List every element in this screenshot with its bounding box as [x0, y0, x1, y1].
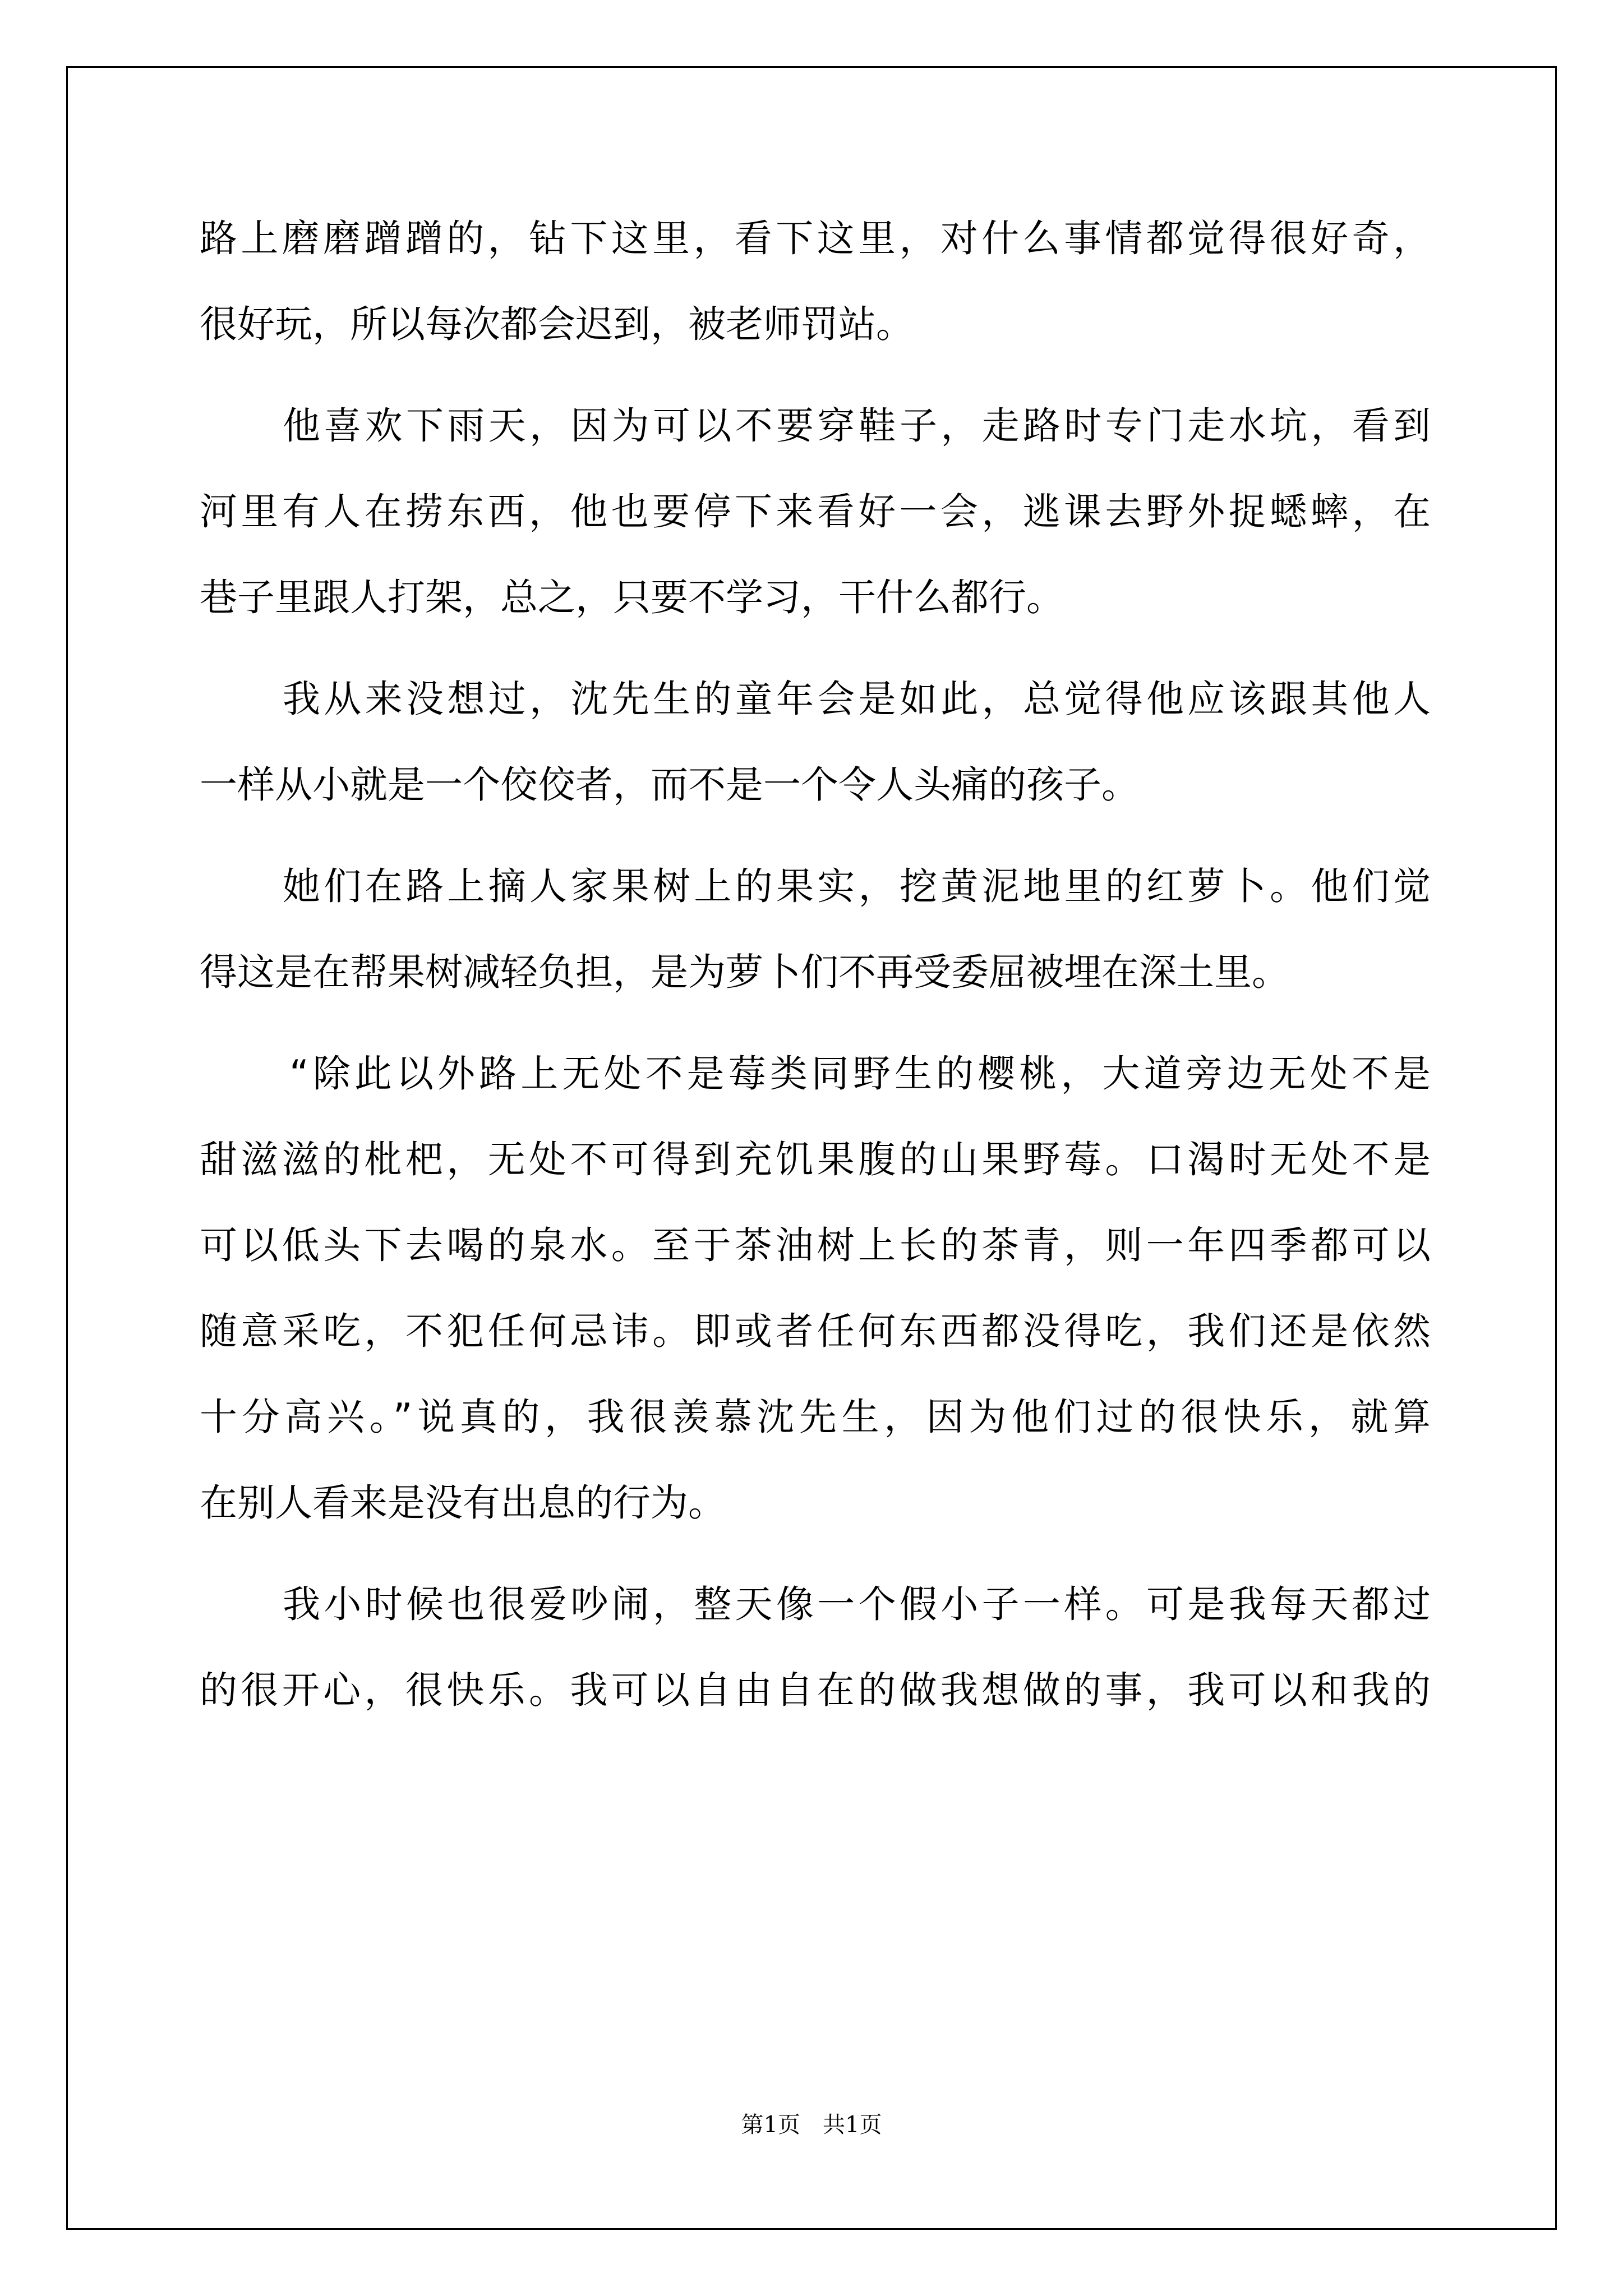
text-line: 她们在路上摘人家果树上的果实，挖黄泥地里的红萝卜。他们觉 — [283, 864, 1431, 908]
text-line: 我小时候也很爱吵闹，整天像一个假小子一样。可是我每天都过 — [283, 1582, 1431, 1626]
text-line: 路上磨磨蹭蹭的，钻下这里，看下这里，对什么事情都觉得很好奇， — [200, 217, 1431, 260]
text-line: “除此以外路上无处不是莓类同野生的樱桃，大道旁边无处不是 — [289, 1052, 1431, 1096]
text-line: 的很开心，很快乐。我可以自由自在的做我想做的事，我可以和我的 — [200, 1668, 1431, 1712]
page-number: 第1页 — [741, 2112, 800, 2138]
text-line: 我从来没想过，沈先生的童年会是如此，总觉得他应该跟其他人 — [283, 677, 1431, 721]
text-line: 一样从小就是一个佼佼者，而不是一个令人头痛的孩子。 — [200, 763, 1139, 807]
text-line: 得这是在帮果树减轻负担，是为萝卜们不再受委屈被埋在深土里。 — [200, 950, 1289, 994]
page-total: 共1页 — [823, 2112, 882, 2138]
page-footer — [0, 2108, 1623, 2142]
text-line: 他喜欢下雨天，因为可以不要穿鞋子，走路时专门走水坑，看到 — [283, 404, 1431, 448]
text-line: 在别人看来是没有出息的行为。 — [200, 1481, 726, 1525]
text-line: 可以低头下去喝的泉水。至于茶油树上长的茶青，则一年四季都可以 — [200, 1223, 1431, 1267]
text-line: 巷子里跟人打架，总之，只要不学习，干什么都行。 — [200, 576, 1064, 619]
text-line: 河里有人在捞东西，他也要停下来看好一会，逃课去野外捉蟋蟀，在 — [200, 490, 1431, 533]
text-line: 随意采吃，不犯任何忌讳。即或者任何东西都没得吃，我们还是依然 — [200, 1309, 1431, 1353]
text-line: 十分高兴。”说真的，我很羡慕沈先生，因为他们过的很快乐，就算 — [200, 1395, 1431, 1439]
text-line: 甜滋滋的枇杷，无处不可得到充饥果腹的山果野莓。口渴时无处不是 — [200, 1138, 1431, 1181]
text-line: 很好玩，所以每次都会迟到，被老师罚站。 — [200, 302, 914, 346]
